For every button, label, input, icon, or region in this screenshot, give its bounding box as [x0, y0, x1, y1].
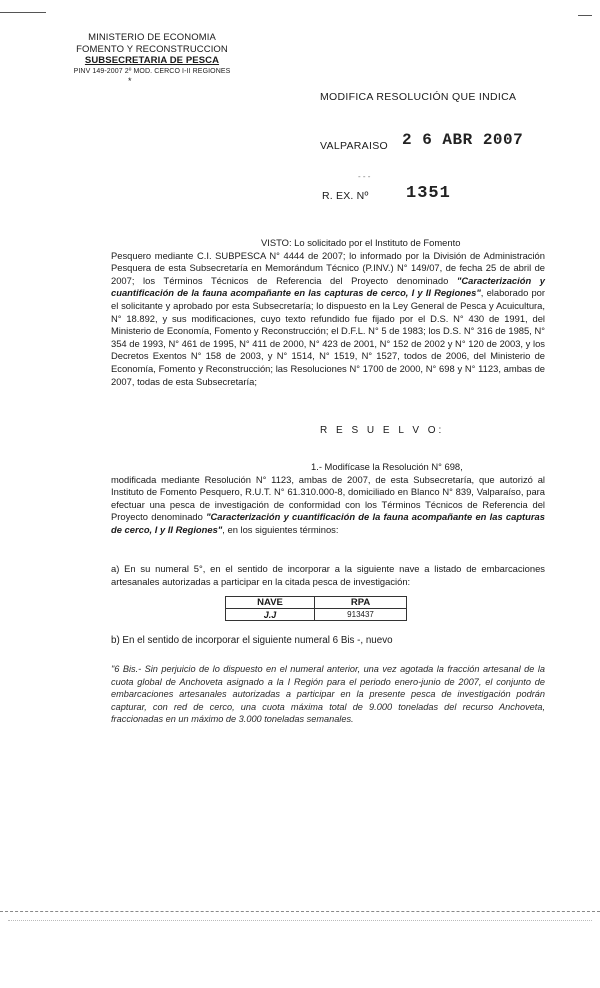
- table-header-rpa: RPA: [315, 597, 407, 609]
- vessel-table: [225, 596, 407, 621]
- table-row: [226, 609, 407, 621]
- letterhead-subsecretaria: SUBSECRETARIA DE PESCA: [84, 55, 220, 66]
- point-a-paragraph: a) En su numeral 5°, en el sentido de incorporar a la siguiente nave a listado de embarcaciones artesanales autorizadas a participar en la citada pesca de investigación:: [111, 563, 545, 587]
- visto-text-a: Pesquero mediante C.I. SUBPESCA N° 4444 de 2007; lo informado por la División de Administración Pesquera de esta Subsecretaría en Memorándum Técnico (P.INV.) N° 149/07, de fecha 25 de abril de 2007; los Términos Técnicos de Referencia del Proyecto denominado: [111, 249, 545, 286]
- table-header-nave: NAVE: [226, 597, 315, 609]
- dash-mark: - - -: [358, 172, 371, 181]
- resolution-point-1: [111, 461, 545, 537]
- point-1-text-b: , en los siguientes términos:: [222, 523, 339, 535]
- visto-text-b: , elaborado por el solicitante y aprobado por esta Subsecretaría; lo dispuesto en la Ley General de Pesca y Acuicultura, N° 18.892, y sus modificaciones, cuyo texto refundido fue fijado por el D.S. N° 430 de 1991, del Ministerio de Economía, Fomento y Reconstrucción; el D.F.L. N° 5 de 1983; los D.S. N° 316 de 1985, N° 354 de 1993, N° 461 de 1995, N° 411 de 2000, N° 423 de 2001, N° 152 de 2002 y N° 120 de 2003, y los Decretos Exentos N° 158 de 2003, y N° 1514, N° 1519, N° 1527, todos de 2006, del Ministerio de Economía, Fomento y Reconstrucción; las Resoluciones N° 1700 de 2000, N° 698 y N° 1123, ambas de 2007, todas de esta Subsecretaría;: [111, 287, 546, 387]
- document-subject: MODIFICA RESOLUCIÓN QUE INDICA: [320, 91, 517, 103]
- scan-edge-line: [0, 12, 46, 13]
- visto-paragraph: [111, 237, 545, 388]
- letterhead-fomento: FOMENTO Y RECONSTRUCCION: [76, 44, 228, 55]
- point-b-paragraph: b) En el sentido de incorporar el siguiente numeral 6 Bis -, nuevo: [111, 635, 393, 646]
- resolution-number: 1351: [406, 184, 451, 203]
- resuelvo-heading: R E S U E L V O:: [320, 425, 445, 436]
- table-header-row: [226, 597, 407, 609]
- scan-bottom-line: [0, 911, 600, 912]
- margin-mark: *: [128, 76, 132, 86]
- point-1-lead: 1.- Modifícase la Resolución N° 698,: [311, 461, 463, 472]
- scan-bottom-marks: [8, 920, 592, 921]
- reference-code: PINV 149-2007 2º MOD. CERCO I-II REGIONES: [73, 68, 231, 75]
- place-label: VALPARAISO: [320, 140, 388, 152]
- visto-project-title: "Caracterización y cuantificación de la fauna acompañante en las capturas de cerco, I y II Regiones": [111, 274, 545, 299]
- point-1-text-a: modificada mediante Resolución N° 1123, ambas de 2007, de esta Subsecretaría, que autorizó al Instituto de Fomento Pesquero, R.U.T. N° 61.310.000-8, domiciliado en Blanco N° 839, Valparaíso, para efectuar una pesca de investigación de conformidad con los Términos Técnicos de Referencia del Proyecto denominado: [111, 473, 545, 523]
- point-1-project-title: "Caracterización y cuantificación de la fauna acompañante en las capturas de cerco, I y II Regiones": [111, 511, 545, 535]
- date-stamp: 2 6 ABR 2007: [402, 131, 524, 149]
- numeral-6-bis-quote: "6 Bis.- Sin perjuicio de lo dispuesto en el numeral anterior, una vez agotada la fracción artesanal de la cuota global de Anchoveta asignado a la I Región para el periodo enero-junio de 2007, el conjunto de embarcaciones artesanales autorizadas a participar en la presente pesca de investigación podrán capturar, con red de cerco, una cuota máxima total de 9.000 toneladas del recurso Anchoveta, fraccionadas en un máximo de 3.000 toneladas semanales.: [111, 664, 545, 725]
- visto-lead: VISTO: Lo solicitado por el Instituto de Fomento: [261, 237, 461, 248]
- table-cell-nave: J.J: [226, 609, 315, 621]
- resolution-label: R. EX. Nº: [322, 190, 369, 202]
- letterhead-ministry: MINISTERIO DE ECONOMIA: [88, 32, 216, 43]
- table-cell-rpa: 913437: [315, 609, 407, 621]
- scan-edge-tick: [578, 15, 592, 16]
